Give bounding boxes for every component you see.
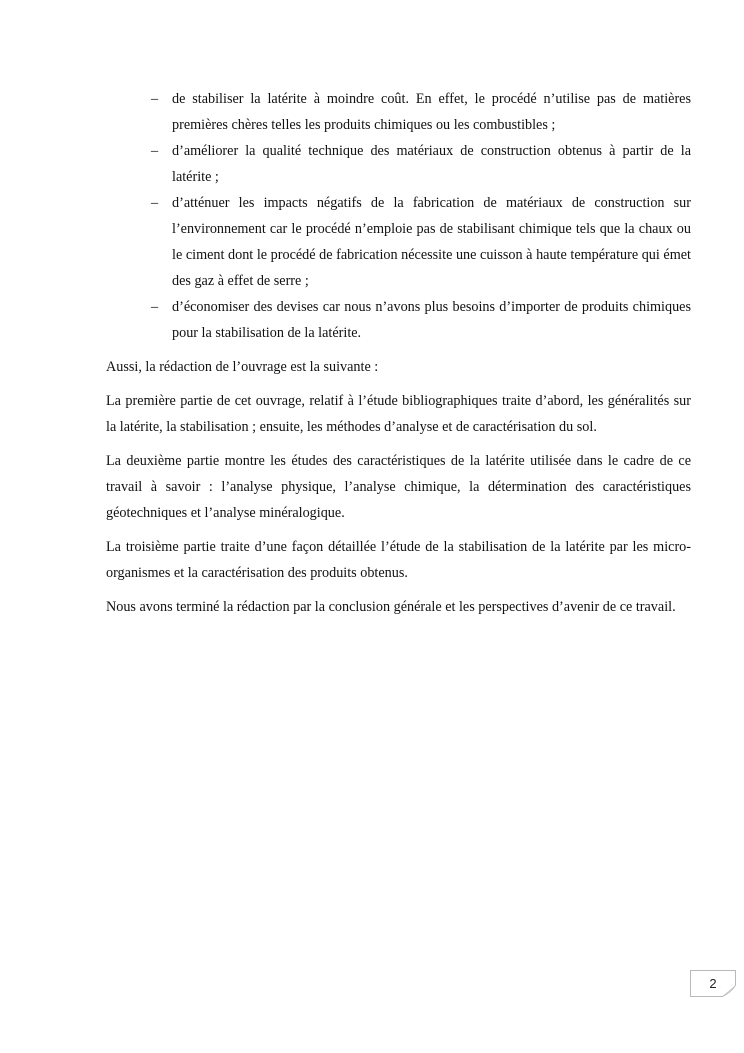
objectives-list [106,86,691,346]
page-content [106,86,691,620]
list-item-text: de stabiliser la latérite à moindre coût. En effet, le procédé n’utilise pas de matières premières chères telles les produits chimiques ou les combustibles ; [172,91,691,133]
page-curl-icon [722,985,736,997]
page-number-box [690,970,736,997]
paragraph-outline-intro: Aussi, la rédaction de l’ouvrage est la suivante : [106,359,379,375]
page-number: 2 [709,976,717,991]
list-item-text: d’atténuer les impacts négatifs de la fabrication de matériaux de construction sur l’environnement car le procédé n’emploie pas de stabilisant chimique tels que la chaux ou le ciment dont le procédé de fabrication nécessite une cuisson à haute température qui émet des gaz à effet de serre ; [172,195,691,289]
list-dash: – [151,299,159,315]
paragraph-conclusion: Nous avons terminé la rédaction par la conclusion générale et les perspectives d’avenir de ce travail. [106,599,676,615]
list-item [106,86,691,138]
list-item-text: d’améliorer la qualité technique des matériaux de construction obtenus à partir de la latérite ; [172,143,691,185]
paragraph-part-three: La troisième partie traite d’une façon détaillée l’étude de la stabilisation de la latérite par les micro-organismes et la caractérisation des produits obtenus. [106,539,691,581]
list-item [106,294,691,346]
list-dash: – [151,195,159,211]
list-item [106,190,691,294]
list-dash: – [151,143,159,159]
list-dash: – [151,91,159,107]
paragraph-part-two: La deuxième partie montre les études des caractéristiques de la latérite utilisée dans le cadre de ce travail à savoir : l’analyse physique, l’analyse chimique, la détermination des caractéristiques géotechniques et l’analyse minéralogique. [106,453,691,521]
paragraph-part-one: La première partie de cet ouvrage, relatif à l’étude bibliographiques traite d’abord, les généralités sur la latérite, la stabilisation ; ensuite, les méthodes d’analyse et de caractérisation du sol. [106,393,691,435]
list-item [106,138,691,190]
list-item-text: d’économiser des devises car nous n’avons plus besoins d’importer de produits chimiques pour la stabilisation de la latérite. [172,299,691,341]
